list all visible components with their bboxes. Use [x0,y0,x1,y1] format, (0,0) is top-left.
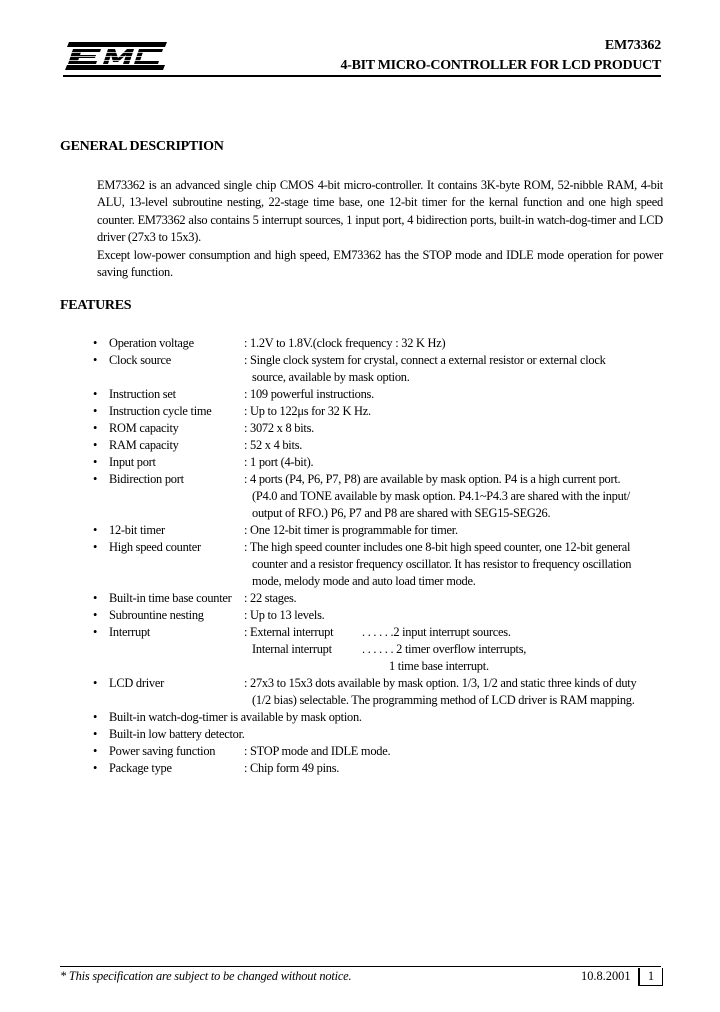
feature-label: LCD driver [109,676,164,690]
feature-value: : One 12-bit timer is programmable for timer. [244,523,458,537]
feature-value: : The high speed counter includes one 8-bit high speed counter, one 12-bit general [244,540,631,554]
bullet-icon: • [93,608,98,622]
feature-item [93,760,665,777]
feature-label: Instruction set [109,387,176,401]
bullet-icon: • [93,744,98,758]
feature-value: : 22 stages. [244,591,297,605]
bullet-icon: • [93,336,98,350]
bullet-icon: • [93,438,98,452]
footer-date: 10.8.2001 [581,969,631,983]
feature-label: Subrountine nesting [109,608,204,622]
bullet-icon: • [93,761,98,775]
feature-value: : Up to 13 levels. [244,608,325,622]
feature-label: Instruction cycle time [109,404,212,418]
feature-value: : 1.2V to 1.8V.(clock frequency : 32 K Hz) [244,336,446,350]
bullet-icon: • [93,455,98,469]
feature-value: : 3072 x 8 bits. [244,421,315,435]
feature-label: Package type [109,761,172,775]
interrupt-internal-value: . . . . . . 2 timer overflow interrupts, [362,642,527,656]
feature-value [244,624,665,641]
document-title: 4-BIT MICRO-CONTROLLER FOR LCD PRODUCT [340,58,661,73]
bullet-icon: • [93,353,98,367]
bullet-icon: • [93,421,98,435]
feature-label: ROM capacity [109,421,179,435]
feature-item [93,743,665,760]
feature-item [93,624,665,675]
feature-value: : 109 powerful instructions. [244,387,374,401]
interrupt-internal-value: 1 time base interrupt. [389,659,489,673]
feature-label: Built-in time base counter [109,591,232,605]
feature-label: High speed counter [109,540,201,554]
bullet-icon: • [93,404,98,418]
feature-item [93,539,665,590]
feature-text: Built-in low battery detector. [109,727,245,741]
bullet-icon: • [93,591,98,605]
footer-divider [60,966,661,967]
feature-item [93,403,665,420]
feature-value: : 52 x 4 bits. [244,438,303,452]
description-paragraph: Except low-power consumption and high speed, EM73362 has the STOP mode and IDLE mode operation for power saving function. [97,247,663,280]
feature-item [93,386,665,403]
feature-item [93,420,665,437]
feature-label: Interrupt [109,625,151,639]
interrupt-external-label: : External interrupt [244,625,334,639]
feature-label: Power saving function [109,744,216,758]
feature-item [93,726,665,743]
feature-value: : 27x3 to 15x3 dots available by mask option. 1/3, 1/2 and static three kinds of duty [244,676,637,690]
general-description [97,177,663,281]
bullet-icon: • [93,472,98,486]
feature-item [93,437,665,454]
footer-notice: * This specification are subject to be changed without notice. [60,969,352,983]
feature-item [93,709,665,726]
interrupt-internal-label: Internal interrupt [252,642,332,656]
feature-label: 12-bit timer [109,523,165,537]
feature-item [93,675,665,709]
feature-value: : 4 ports (P4, P6, P7, P8) are available by mask option. P4 is a high current port. [244,472,621,486]
feature-item [93,454,665,471]
feature-item [93,352,665,386]
feature-value: output of RFO.) P6, P7 and P8 are shared with SEG15-SEG26. [252,506,551,520]
feature-value: : Up to 122μs for 32 K Hz. [244,404,371,418]
interrupt-external-value: . . . . . .2 input interrupt sources. [362,625,511,639]
general-description-heading: GENERAL DESCRIPTION [60,139,224,154]
feature-value: : Chip form 49 pins. [244,761,340,775]
bullet-icon: • [93,523,98,537]
feature-item [93,607,665,624]
feature-value: source, available by mask option. [252,370,410,384]
bullet-icon: • [93,387,98,401]
bullet-icon: • [93,727,98,741]
features-list [93,335,665,777]
feature-label: Input port [109,455,156,469]
feature-label: Bidirection port [109,472,184,486]
emc-logo [63,38,171,74]
feature-item [93,335,665,352]
feature-label: Operation voltage [109,336,194,350]
feature-item [93,590,665,607]
bullet-icon: • [93,710,98,724]
feature-value [244,658,665,675]
feature-value: : Single clock system for crystal, connect a external resistor or external clock [244,353,606,367]
feature-value: counter and a resistor frequency oscillator. It has resistor to frequency oscillation [252,557,632,571]
feature-label: Clock source [109,353,172,367]
page-number: 1 [638,968,663,986]
description-paragraph: EM73362 is an advanced single chip CMOS 4-bit micro-controller. It contains 3K-byte ROM, 52-nibble RAM, 4-bit ALU, 13-level subroutine nesting, 22-stage time base, one 12-bit timer for the kernal function and one high speed counter. EM73362 also contains 5 interrupt sources, 1 input port, 4 bidirection ports, built-in watch-dog-timer and LCD driver (27x3 to 15x3). [97,178,663,245]
feature-label: RAM capacity [109,438,179,452]
part-number: EM73362 [604,38,661,53]
feature-item [93,522,665,539]
feature-value: : STOP mode and IDLE mode. [244,744,391,758]
bullet-icon: • [93,676,98,690]
features-heading: FEATURES [60,298,132,313]
bullet-icon: • [93,625,98,639]
header-divider [63,75,661,77]
feature-value [244,641,665,658]
feature-value: (P4.0 and TONE available by mask option. P4.1~P4.3 are shared with the input/ [252,489,630,503]
bullet-icon: • [93,540,98,554]
feature-value: mode, melody mode and auto load timer mode. [252,574,476,588]
feature-value: (1/2 bias) selectable. The programming method of LCD driver is RAM mapping. [252,693,635,707]
feature-item [93,471,665,522]
feature-value: : 1 port (4-bit). [244,455,314,469]
feature-text: Built-in watch-dog-timer is available by mask option. [109,710,362,724]
